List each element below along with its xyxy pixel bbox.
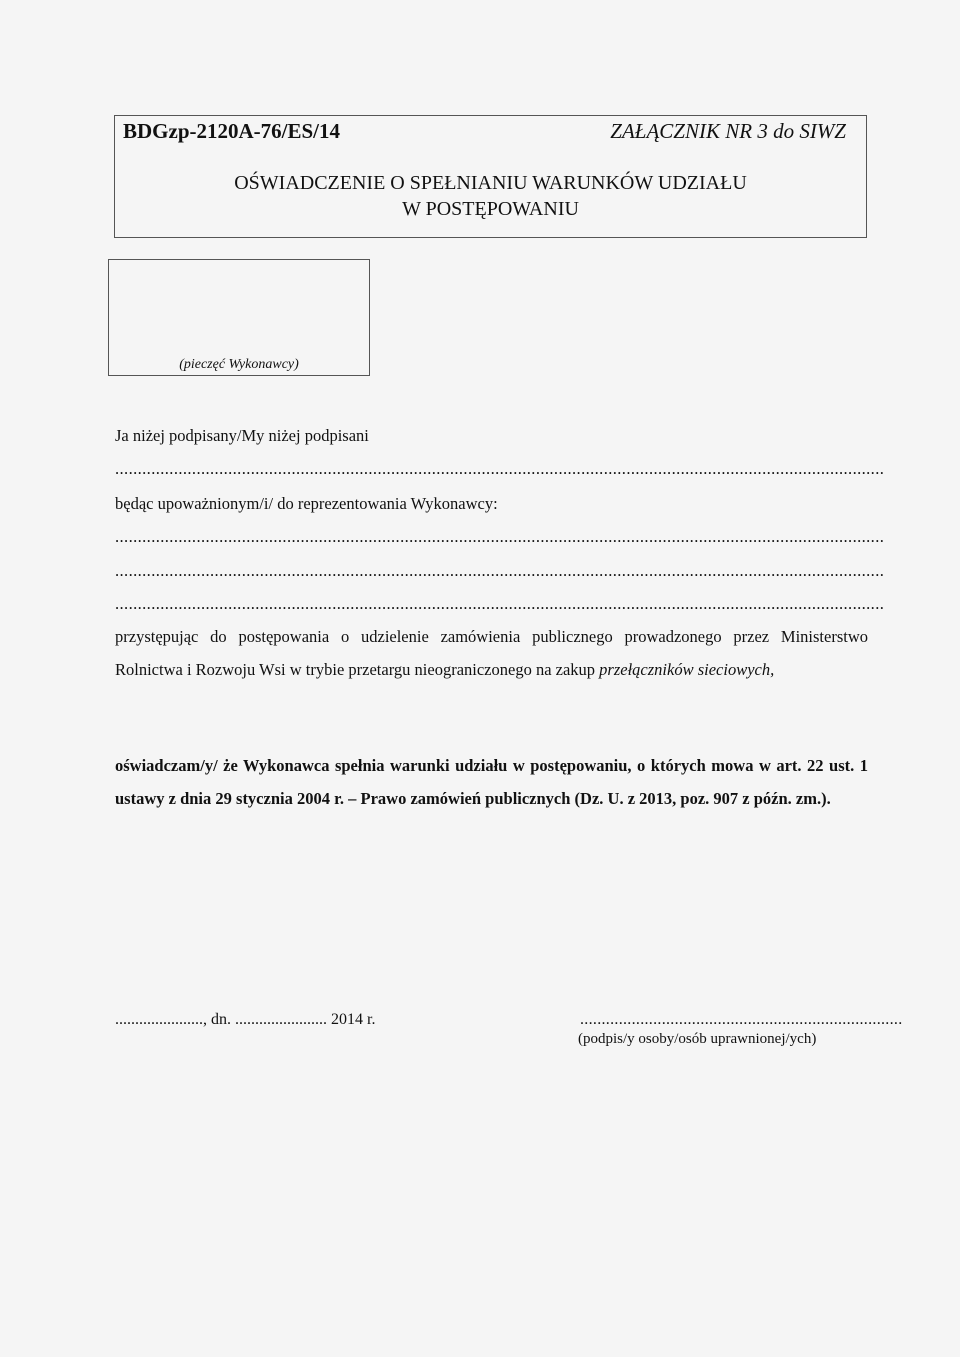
procurement-paragraph xyxy=(115,620,868,686)
contractor-line-3: .......................................................................................................................................................................... xyxy=(115,594,885,613)
procurement-subject: przełączników sieciowych, xyxy=(599,660,775,679)
contractor-line-2: .......................................................................................................................................................................... xyxy=(115,561,885,580)
stamp-caption: (pieczęć Wykonawcy) xyxy=(179,357,299,372)
document-title-line-2: W POSTĘPOWANIU xyxy=(402,198,579,220)
declaration-paragraph: oświadczam/y/ że Wykonawca spełnia warunki udziału w postępowaniu, o których mowa w art. 22 ust. 1 ustawy z dnia 29 stycznia 2004 r. – Prawo zamówień publicznych (Dz. U. z 2013, poz. 907 z późn. zm.). xyxy=(115,756,868,808)
signed-intro: Ja niżej podpisany/My niżej podpisani xyxy=(115,426,369,445)
document-title-line-1: OŚWIADCZENIE O SPEŁNIANIU WARUNKÓW UDZIAŁU xyxy=(234,172,747,194)
place-date-line: ......................, dn. ....................... 2014 r. xyxy=(115,1011,376,1028)
contractor-stamp-box xyxy=(108,259,370,376)
annex-label: ZAŁĄCZNIK NR 3 do SIWZ xyxy=(610,119,846,143)
signatory-name-line: .......................................................................................................................................................................... xyxy=(115,459,885,478)
signature-caption: (podpis/y osoby/osób uprawnionej/ych) xyxy=(578,1031,817,1047)
reference-number: BDGzp-2120A-76/ES/14 xyxy=(123,119,341,143)
signature-line: ........................................................................... xyxy=(580,1011,903,1028)
authorized-text: będąc upoważnionym/i/ do reprezentowania Wykonawcy: xyxy=(115,494,498,513)
procurement-text: przystępując do postępowania o udzielenie zamówienia publicznego prowadzonego przez Ministerstwo Rolnictwa i Rozwoju Wsi w trybie przetargu nieograniczonego na zakup xyxy=(115,627,868,679)
header-box xyxy=(114,115,867,238)
contractor-line-1: .......................................................................................................................................................................... xyxy=(115,527,885,546)
